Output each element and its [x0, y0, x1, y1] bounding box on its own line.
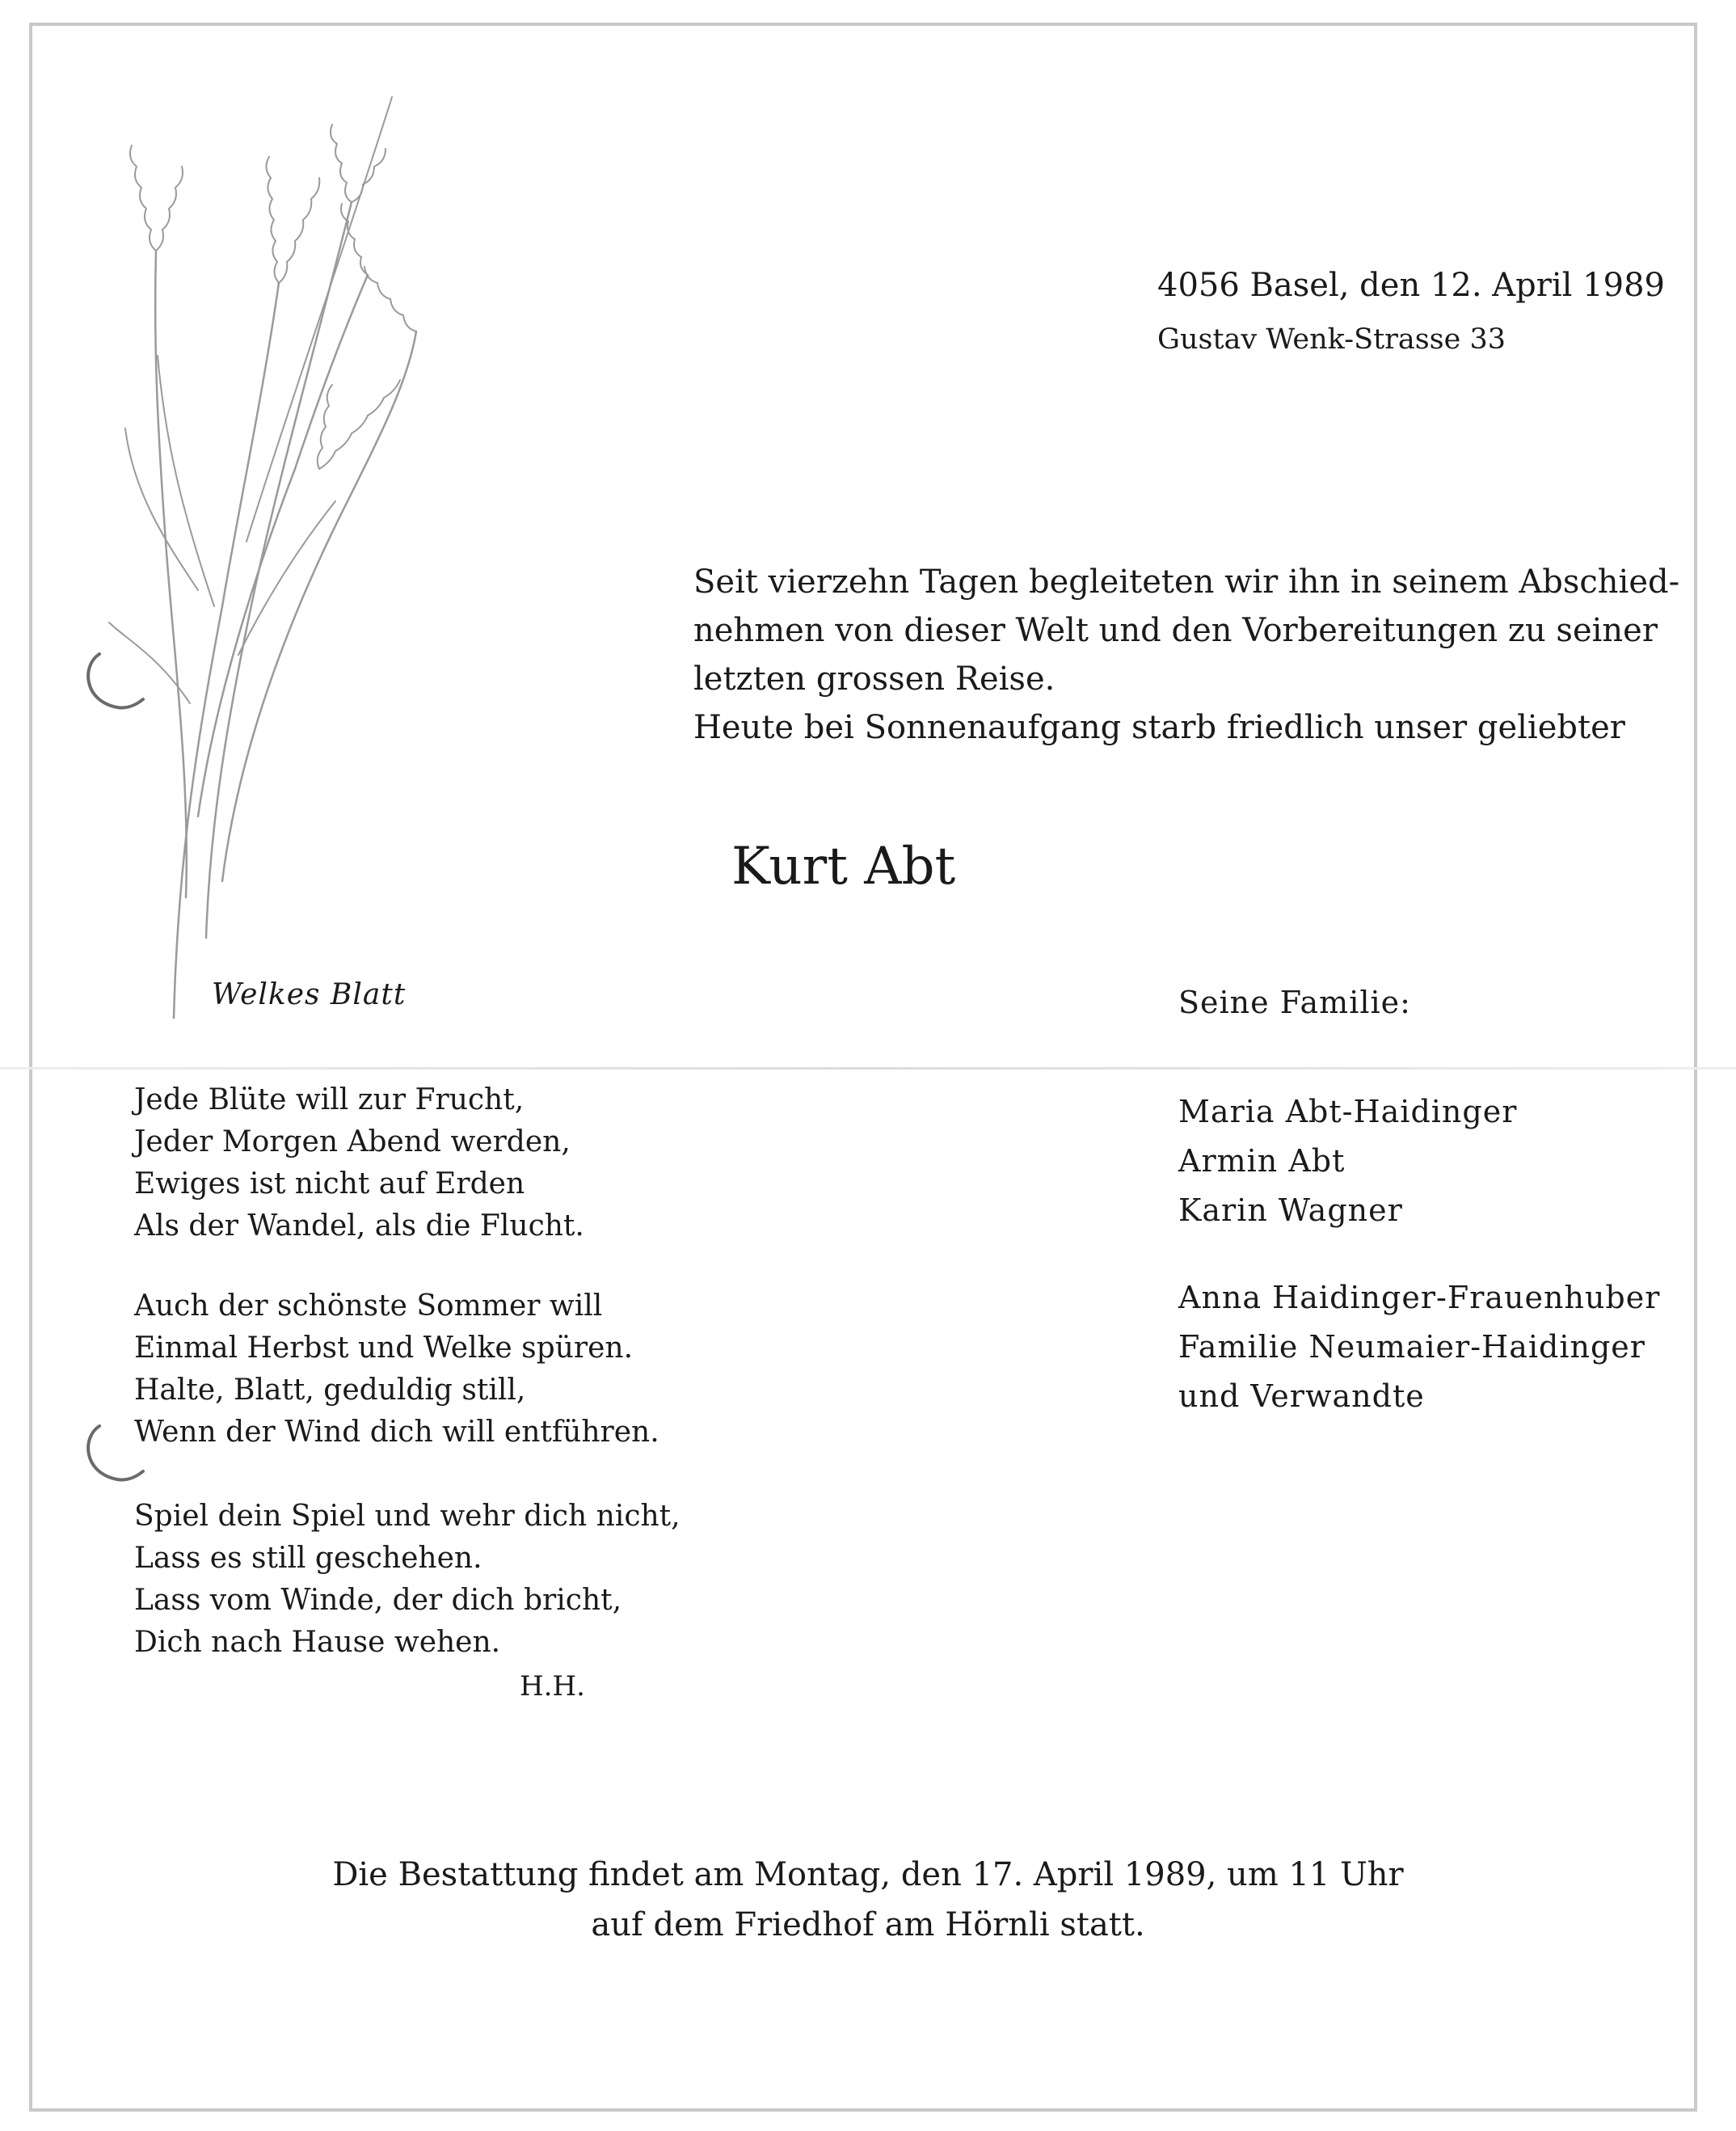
poem-line: Lass es still geschehen. — [134, 1542, 482, 1575]
poem-stanza — [134, 1496, 680, 1664]
street-address: Gustav Wenk-Strasse 33 — [1157, 323, 1506, 356]
fold-line — [0, 1067, 1736, 1070]
deceased-name: Kurt Abt — [731, 837, 956, 897]
family-member: Maria Abt-Haidinger — [1178, 1094, 1518, 1129]
family-member: Anna Haidinger-Frauenhuber — [1178, 1280, 1661, 1315]
punch-hole-mark — [77, 651, 150, 715]
poem-line: Jeder Morgen Abend werden, — [134, 1125, 571, 1158]
poem-line: Einmal Herbst und Welke spüren. — [134, 1331, 634, 1365]
announcement-line: Seit vierzehn Tagen begleiteten wir ihn in seinem Abschied- — [693, 563, 1680, 601]
poem-line: Dich nach Hause wehen. — [134, 1626, 501, 1659]
poem-stanza — [134, 1079, 584, 1247]
funeral-line: Die Bestattung findet am Montag, den 17. April 1989, um 11 Uhr — [332, 1856, 1404, 1893]
family-list — [1178, 1273, 1660, 1421]
announcement-line: nehmen von dieser Welt und den Vorbereitungen zu seiner — [693, 612, 1658, 649]
poem-line: Spiel dein Spiel und wehr dich nicht, — [134, 1500, 680, 1533]
poem-line: Halte, Blatt, geduldig still, — [134, 1374, 526, 1407]
family-member: und Verwandte — [1178, 1378, 1425, 1414]
family-member: Familie Neumaier-Haidinger — [1178, 1329, 1645, 1365]
funeral-notice — [0, 1850, 1736, 1950]
poem-line: Lass vom Winde, der dich bricht, — [134, 1584, 622, 1617]
wheat-ears-icon — [77, 89, 432, 1019]
funeral-line: auf dem Friedhof am Hörnli statt. — [591, 1906, 1145, 1943]
place-date: 4056 Basel, den 12. April 1989 — [1157, 267, 1665, 304]
poem-line: Jede Blüte will zur Frucht, — [134, 1083, 525, 1116]
family-list — [1178, 1087, 1517, 1235]
poem-stanza — [134, 1285, 659, 1454]
poem-author: H.H. — [520, 1670, 585, 1703]
poem-line: Ewiges ist nicht auf Erden — [134, 1167, 525, 1201]
announcement-text — [693, 558, 1680, 752]
family-heading: Seine Familie: — [1178, 985, 1411, 1020]
poem-line: Auch der schönste Sommer will — [134, 1289, 603, 1323]
family-member: Karin Wagner — [1178, 1192, 1403, 1228]
poem-title: Welkes Blatt — [212, 978, 407, 1011]
announcement-line: Heute bei Sonnenaufgang starb friedlich unser geliebter — [693, 709, 1625, 746]
announcement-line: letzten grossen Reise. — [693, 660, 1056, 698]
poem-line: Wenn der Wind dich will entführen. — [134, 1416, 659, 1449]
poem-line: Als der Wandel, als die Flucht. — [134, 1209, 584, 1243]
family-member: Armin Abt — [1178, 1143, 1346, 1179]
